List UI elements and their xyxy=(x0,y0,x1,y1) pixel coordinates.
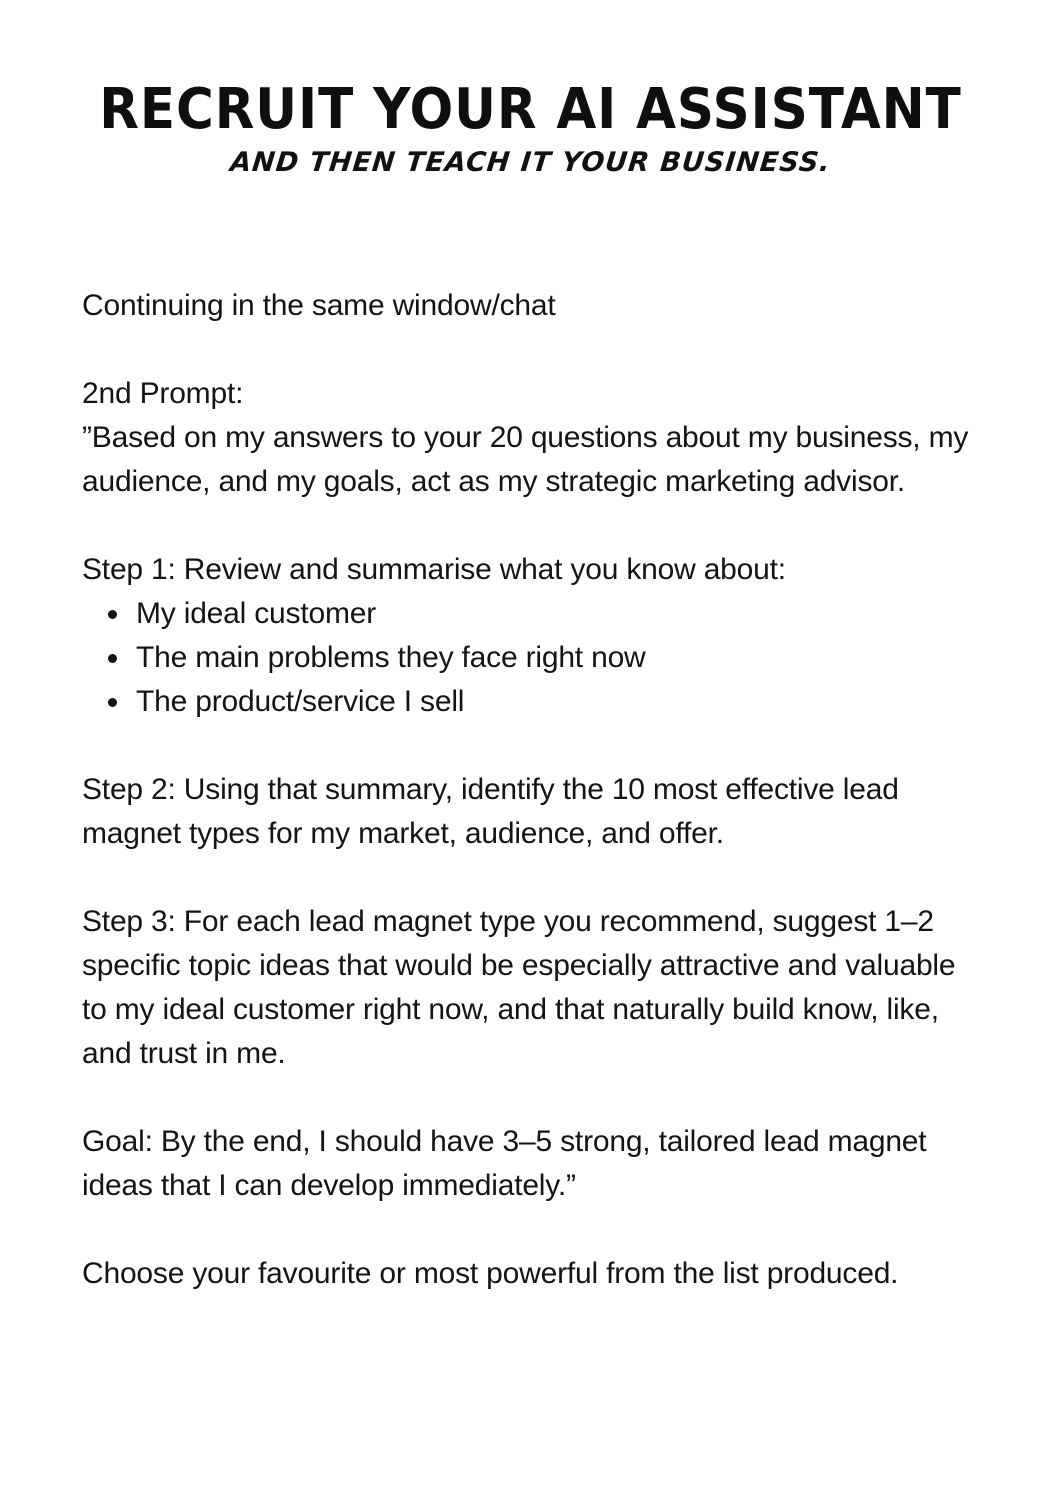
spacer xyxy=(82,1076,982,1120)
closing-text: Choose your favourite or most powerful from the list produced. xyxy=(82,1257,899,1290)
step-2-text: Step 2: Using that summary, identify the 10 most effective lead magnet types for my market, audience, and offer. xyxy=(82,773,899,850)
spacer xyxy=(82,328,982,372)
document-body xyxy=(82,284,982,1296)
step-1-list xyxy=(82,592,982,724)
header xyxy=(0,78,1061,180)
list-item-text: My ideal customer xyxy=(136,597,377,630)
list-item-text: The product/service I sell xyxy=(136,685,465,718)
list-item xyxy=(82,680,982,724)
bullet-icon xyxy=(108,654,117,663)
bullet-icon xyxy=(108,610,117,619)
step-3-text: Step 3: For each lead magnet type you recommend, suggest 1–2 specific topic ideas that would be especially attractive and valuable to my ideal customer right now, and that naturally build know, like, and trust in me. xyxy=(82,905,956,1070)
list-item-text: The main problems they face right now xyxy=(136,641,646,674)
spacer xyxy=(82,504,982,548)
prompt-intro-text: ”Based on my answers to your 20 questions about my business, my audience, and my goals, act as my strategic marketing advisor. xyxy=(82,421,969,498)
goal-text: Goal: By the end, I should have 3–5 strong, tailored lead magnet ideas that I can develop immediately.” xyxy=(82,1125,927,1202)
step-1-text: Step 1: Review and summarise what you know about: xyxy=(82,553,786,586)
spacer xyxy=(82,724,982,768)
list-item xyxy=(82,592,982,636)
page-subtitle: AND THEN TEACH IT YOUR BUSINESS. xyxy=(228,147,833,178)
prompt-label: 2nd Prompt: xyxy=(82,377,244,410)
spacer xyxy=(82,1208,982,1252)
spacer xyxy=(82,856,982,900)
bullet-icon xyxy=(108,698,117,707)
intro-text: Continuing in the same window/chat xyxy=(82,289,556,322)
list-item xyxy=(82,636,982,680)
page-title: RECRUIT YOUR AI ASSISTANT xyxy=(99,77,962,142)
